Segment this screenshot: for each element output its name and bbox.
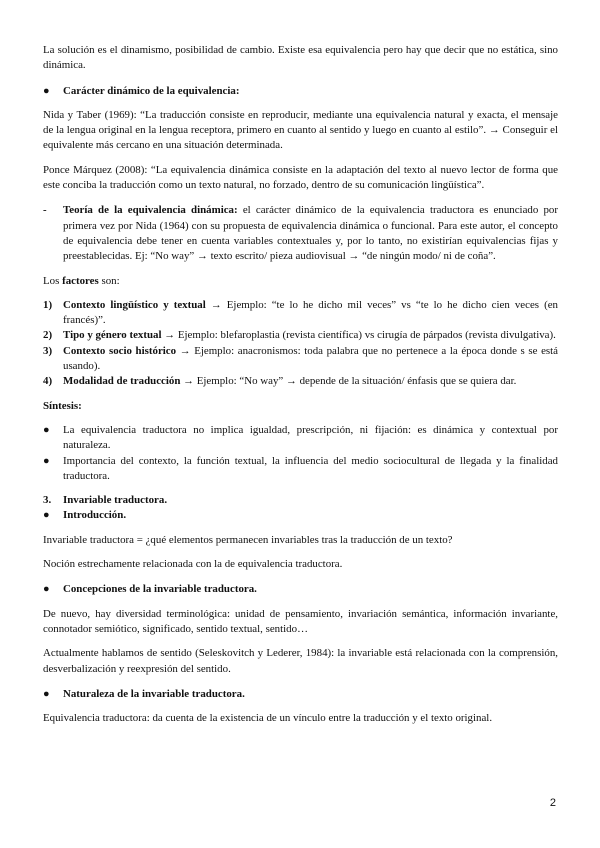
heading-caracter-dinamico xyxy=(43,84,558,99)
bullet-icon: ● xyxy=(43,423,50,436)
list-item xyxy=(43,423,558,454)
factor-text: Ejemplo: blefaroplastia (revista científica) vs cirugía de párpados (revista divulgativa). xyxy=(175,329,556,342)
section-number: 3. xyxy=(43,494,52,507)
sintesis-list xyxy=(43,423,558,484)
teoria-equivalencia-item xyxy=(43,203,558,264)
factores-intro xyxy=(43,274,558,289)
list-item xyxy=(43,454,558,485)
factor-title: Contexto lingüístico y textual → xyxy=(63,298,222,311)
section-3-heading xyxy=(43,493,558,524)
dash-marker: - xyxy=(43,204,47,217)
list-number: 4) xyxy=(43,375,53,388)
bullet-icon: ● xyxy=(43,509,50,522)
paragraph-ponce-marquez: Ponce Márquez (2008): “La equivalencia dinámica consiste en la adaptación del texto al nuevo lector de forma que este conciba la traducción como un texto natural, no forzado, dentro de su comunicación lingüística”. xyxy=(43,163,558,192)
bullet-icon: ● xyxy=(43,583,50,596)
heading-text: Naturaleza de la invariable traductora. xyxy=(63,687,245,700)
list-item xyxy=(43,344,558,375)
list-number: 2) xyxy=(43,329,53,342)
paragraph-dinamismo: La solución es el dinamismo, posibilidad de cambio. Existe esa equivalencia pero hay que decir que no estática, sino dinámica. xyxy=(43,44,558,72)
heading-text: Carácter dinámico de la equivalencia: xyxy=(63,84,240,97)
list-item xyxy=(43,328,558,343)
factor-title: Tipo y género textual → xyxy=(63,329,176,342)
heading-text: Concepciones de la invariable traductora. xyxy=(63,583,257,596)
sintesis-text: La equivalencia traductora no implica igualdad, prescripción, ni fijación: es dinámica y contextual por naturaleza. xyxy=(63,423,558,452)
factores-intro-bold: factores xyxy=(62,274,99,287)
bullet-icon: ● xyxy=(43,454,50,467)
factor-text: Ejemplo: anacronismos: toda palabra que no pertenece a la época donde s se está usando). xyxy=(63,344,558,373)
factores-intro-post: son: xyxy=(98,274,120,287)
subsection-title: Introducción. xyxy=(63,509,127,522)
factores-intro-pre: Los xyxy=(43,274,63,287)
heading-naturaleza xyxy=(43,687,558,702)
paragraph-nocion: Noción estrechamente relacionada con la de equivalencia traductora. xyxy=(43,558,343,571)
paragraph-diversidad: De nuevo, hay diversidad terminológica: unidad de pensamiento, invariación semántica, información invariante, connotador semiótico, significado, sentido textual, sentido… xyxy=(43,607,558,635)
list-item xyxy=(43,298,558,329)
sintesis-title-text: Síntesis: xyxy=(43,399,82,412)
list-number: 3) xyxy=(43,344,53,357)
bullet-icon: ● xyxy=(43,84,50,97)
paragraph-actualmente: Actualmente hablamos de sentido (Seleskovitch y Lederer, 1984): la invariable está relacionada con la comprensión, desverbalización y reexpresión del sentido. xyxy=(43,647,558,675)
subsection-heading xyxy=(43,508,558,523)
teoria-body xyxy=(63,203,558,264)
paragraph-invariable-def: Invariable traductora = ¿qué elementos permanecen invariables tras la traducción de un texto? xyxy=(43,533,453,546)
section-title: Invariable traductora. xyxy=(63,494,168,507)
page-number: 2 xyxy=(549,797,556,809)
factor-text: Ejemplo: “te lo he dicho mil veces” vs “te lo he dicho cien veces (en francés)”. xyxy=(63,298,558,327)
section-heading xyxy=(43,493,558,508)
teoria-text: el carácter dinámico de la equivalencia traductora es enunciado por primera vez por Nida (1964) con su propuesta de equivalencia dinámica o funcional. Para este autor, el concepto de equivalencia debe tener en cuenta variables contextuales y, por lo tanto, no existirían equivalencias fijas y preestablecidas. Ej: “No way” → texto escrito/ pieza audiovisual → “de ningún modo/ ni de coña”. xyxy=(63,204,558,263)
factores-list xyxy=(43,298,558,390)
heading-concepciones xyxy=(43,582,558,597)
sintesis-title xyxy=(43,399,558,414)
factor-text: Ejemplo: “No way” → depende de la situación/ énfasis que se quiera dar. xyxy=(194,375,517,388)
factor-title: Contexto socio histórico → xyxy=(63,344,191,357)
list-number: 1) xyxy=(43,298,53,311)
document-page xyxy=(43,43,558,726)
bullet-icon: ● xyxy=(43,687,50,700)
paragraph-equivalencia: Equivalencia traductora: da cuenta de la existencia de un vínculo entre la traducción y el texto original. xyxy=(43,712,493,725)
paragraph-nida-taber: Nida y Taber (1969): “La traducción consiste en reproducir, mediante una equivalencia natural y exacta, el mensaje de la lengua original en la lengua receptora, primero en cuanto al sentido y luego en cuanto al estilo”. → Conseguir el equivalente más cercano en una situación determinada. xyxy=(43,108,558,152)
sintesis-text: Importancia del contexto, la función textual, la influencia del medio sociocultural de llegada y la finalidad traductora. xyxy=(63,454,558,482)
factor-title: Modalidad de traducción → xyxy=(63,375,195,388)
list-item xyxy=(43,374,558,389)
teoria-title: Teoría de la equivalencia dinámica: xyxy=(63,204,238,217)
